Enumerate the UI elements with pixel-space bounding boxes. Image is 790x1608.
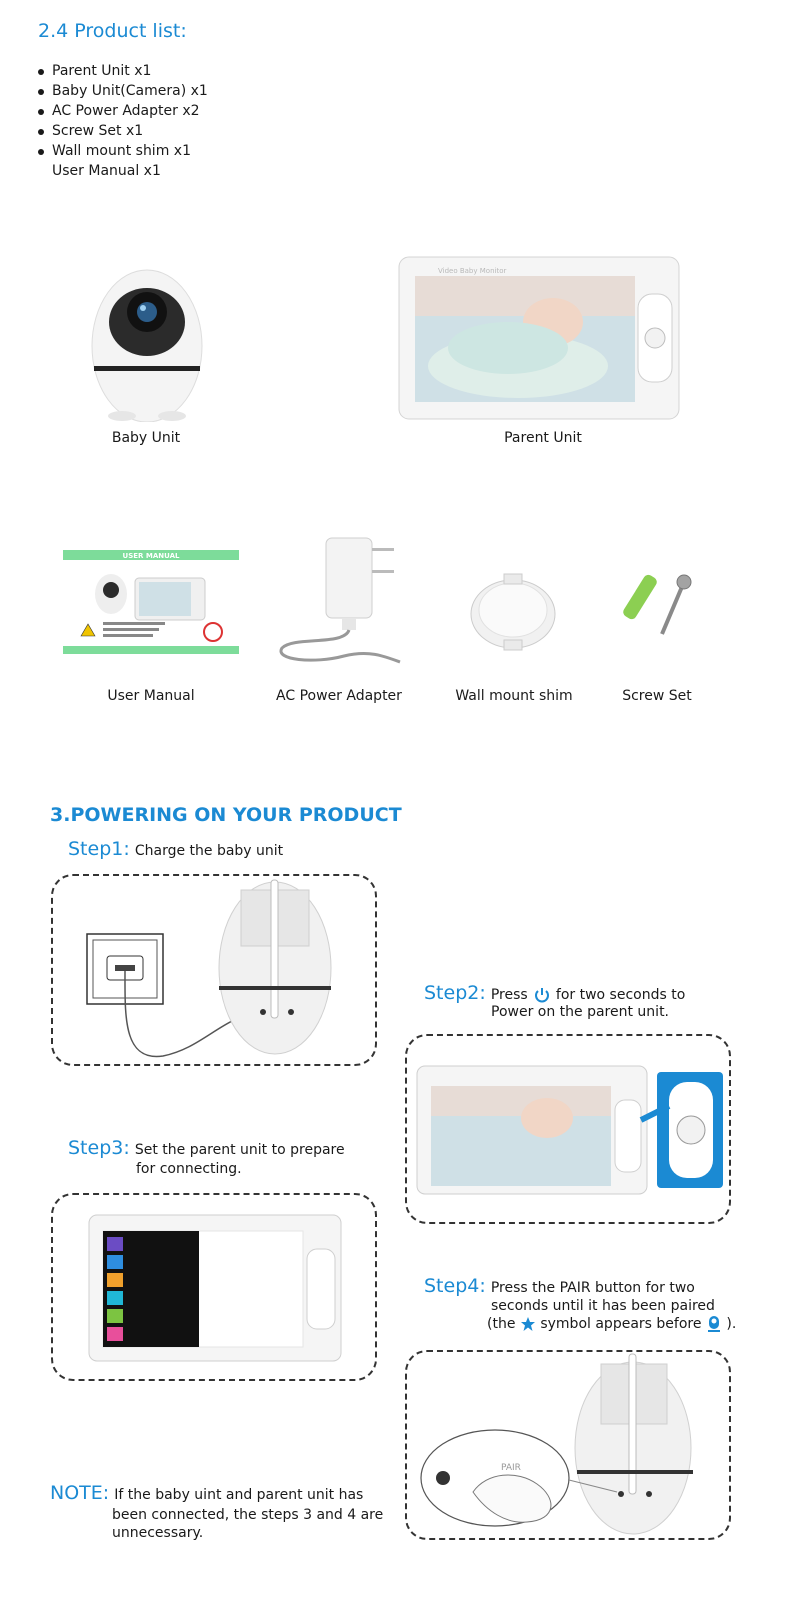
- step1-illustration: [53, 876, 375, 1064]
- step3-illustration-box: [51, 1193, 377, 1381]
- product-list: [38, 61, 208, 181]
- step2-label: Step2:: [424, 982, 486, 1004]
- baby-camera-icon: [706, 1315, 722, 1333]
- ac-adapter-caption: AC Power Adapter: [276, 688, 402, 704]
- wall-shim-caption: Wall mount shim: [455, 688, 573, 704]
- note-heading: [50, 1482, 363, 1505]
- user-manual-caption: User Manual: [107, 688, 195, 704]
- monitor-brand-text: Video Baby Monitor: [438, 267, 507, 275]
- baby-unit-caption: Baby Unit: [111, 430, 181, 446]
- power-icon: [533, 986, 551, 1004]
- manual-title-text: USER MANUAL: [122, 552, 180, 560]
- step3-label: Step3:: [68, 1137, 130, 1159]
- star-icon: [520, 1316, 536, 1332]
- step4-line2: seconds until it has been paired: [491, 1298, 715, 1314]
- step3-heading: [68, 1137, 345, 1160]
- step2-text-before: Press: [490, 987, 528, 1003]
- step2-illustration-box: [405, 1034, 731, 1224]
- step2-line2: Power on the parent unit.: [491, 1004, 670, 1020]
- step3-line2: for connecting.: [136, 1161, 242, 1177]
- step4-label: Step4:: [424, 1275, 486, 1297]
- step3-line1: Set the parent unit to prepare: [134, 1142, 345, 1158]
- product-list-title: 2.4 Product list:: [38, 20, 187, 42]
- note-line2: been connected, the steps 3 and 4 are: [112, 1507, 384, 1523]
- list-item: Parent Unit x1: [38, 61, 208, 81]
- step2-heading: [424, 982, 764, 1005]
- parent-unit-caption: Parent Unit: [504, 430, 582, 446]
- list-item: User Manual x1: [52, 163, 161, 179]
- note-label: NOTE:: [50, 1482, 110, 1504]
- step3-illustration: [53, 1195, 375, 1379]
- screw-set-image: [618, 566, 700, 642]
- powering-section-title: 3.POWERING ON YOUR PRODUCT: [50, 804, 402, 826]
- screw-set-caption: Screw Set: [622, 688, 692, 704]
- list-item: Screw Set x1: [38, 121, 208, 141]
- step1-text: Charge the baby unit: [134, 843, 284, 859]
- step4-line3-c: ).: [726, 1316, 737, 1332]
- baby-unit-image: [88, 258, 206, 422]
- step4-line1: Press the PAIR button for two: [490, 1280, 695, 1296]
- step4-line3: [487, 1315, 736, 1334]
- step1-label: Step1:: [68, 838, 130, 860]
- step1-heading: [68, 838, 283, 861]
- step4-line3-b: symbol appears before: [540, 1316, 702, 1332]
- list-item: Wall mount shim x1: [38, 141, 208, 161]
- ac-adapter-image: [274, 536, 404, 676]
- wall-shim-image: [468, 570, 558, 652]
- step4-line3-a: (the: [487, 1316, 516, 1332]
- step4-illustration-box: [405, 1350, 731, 1540]
- parent-unit-image: [398, 256, 680, 420]
- list-item: AC Power Adapter x2: [38, 101, 208, 121]
- step1-illustration-box: [51, 874, 377, 1066]
- step4-illustration: [407, 1352, 729, 1538]
- note-line1: If the baby uint and parent unit has: [114, 1487, 364, 1503]
- note-line3: unnecessary.: [112, 1525, 204, 1541]
- pair-label-text: PAIR: [501, 1463, 521, 1473]
- step4-heading: [424, 1275, 695, 1298]
- step2-text-after: for two seconds to: [555, 987, 686, 1003]
- step2-illustration: [407, 1036, 729, 1222]
- user-manual-image: [63, 550, 239, 654]
- list-item: Baby Unit(Camera) x1: [38, 81, 208, 101]
